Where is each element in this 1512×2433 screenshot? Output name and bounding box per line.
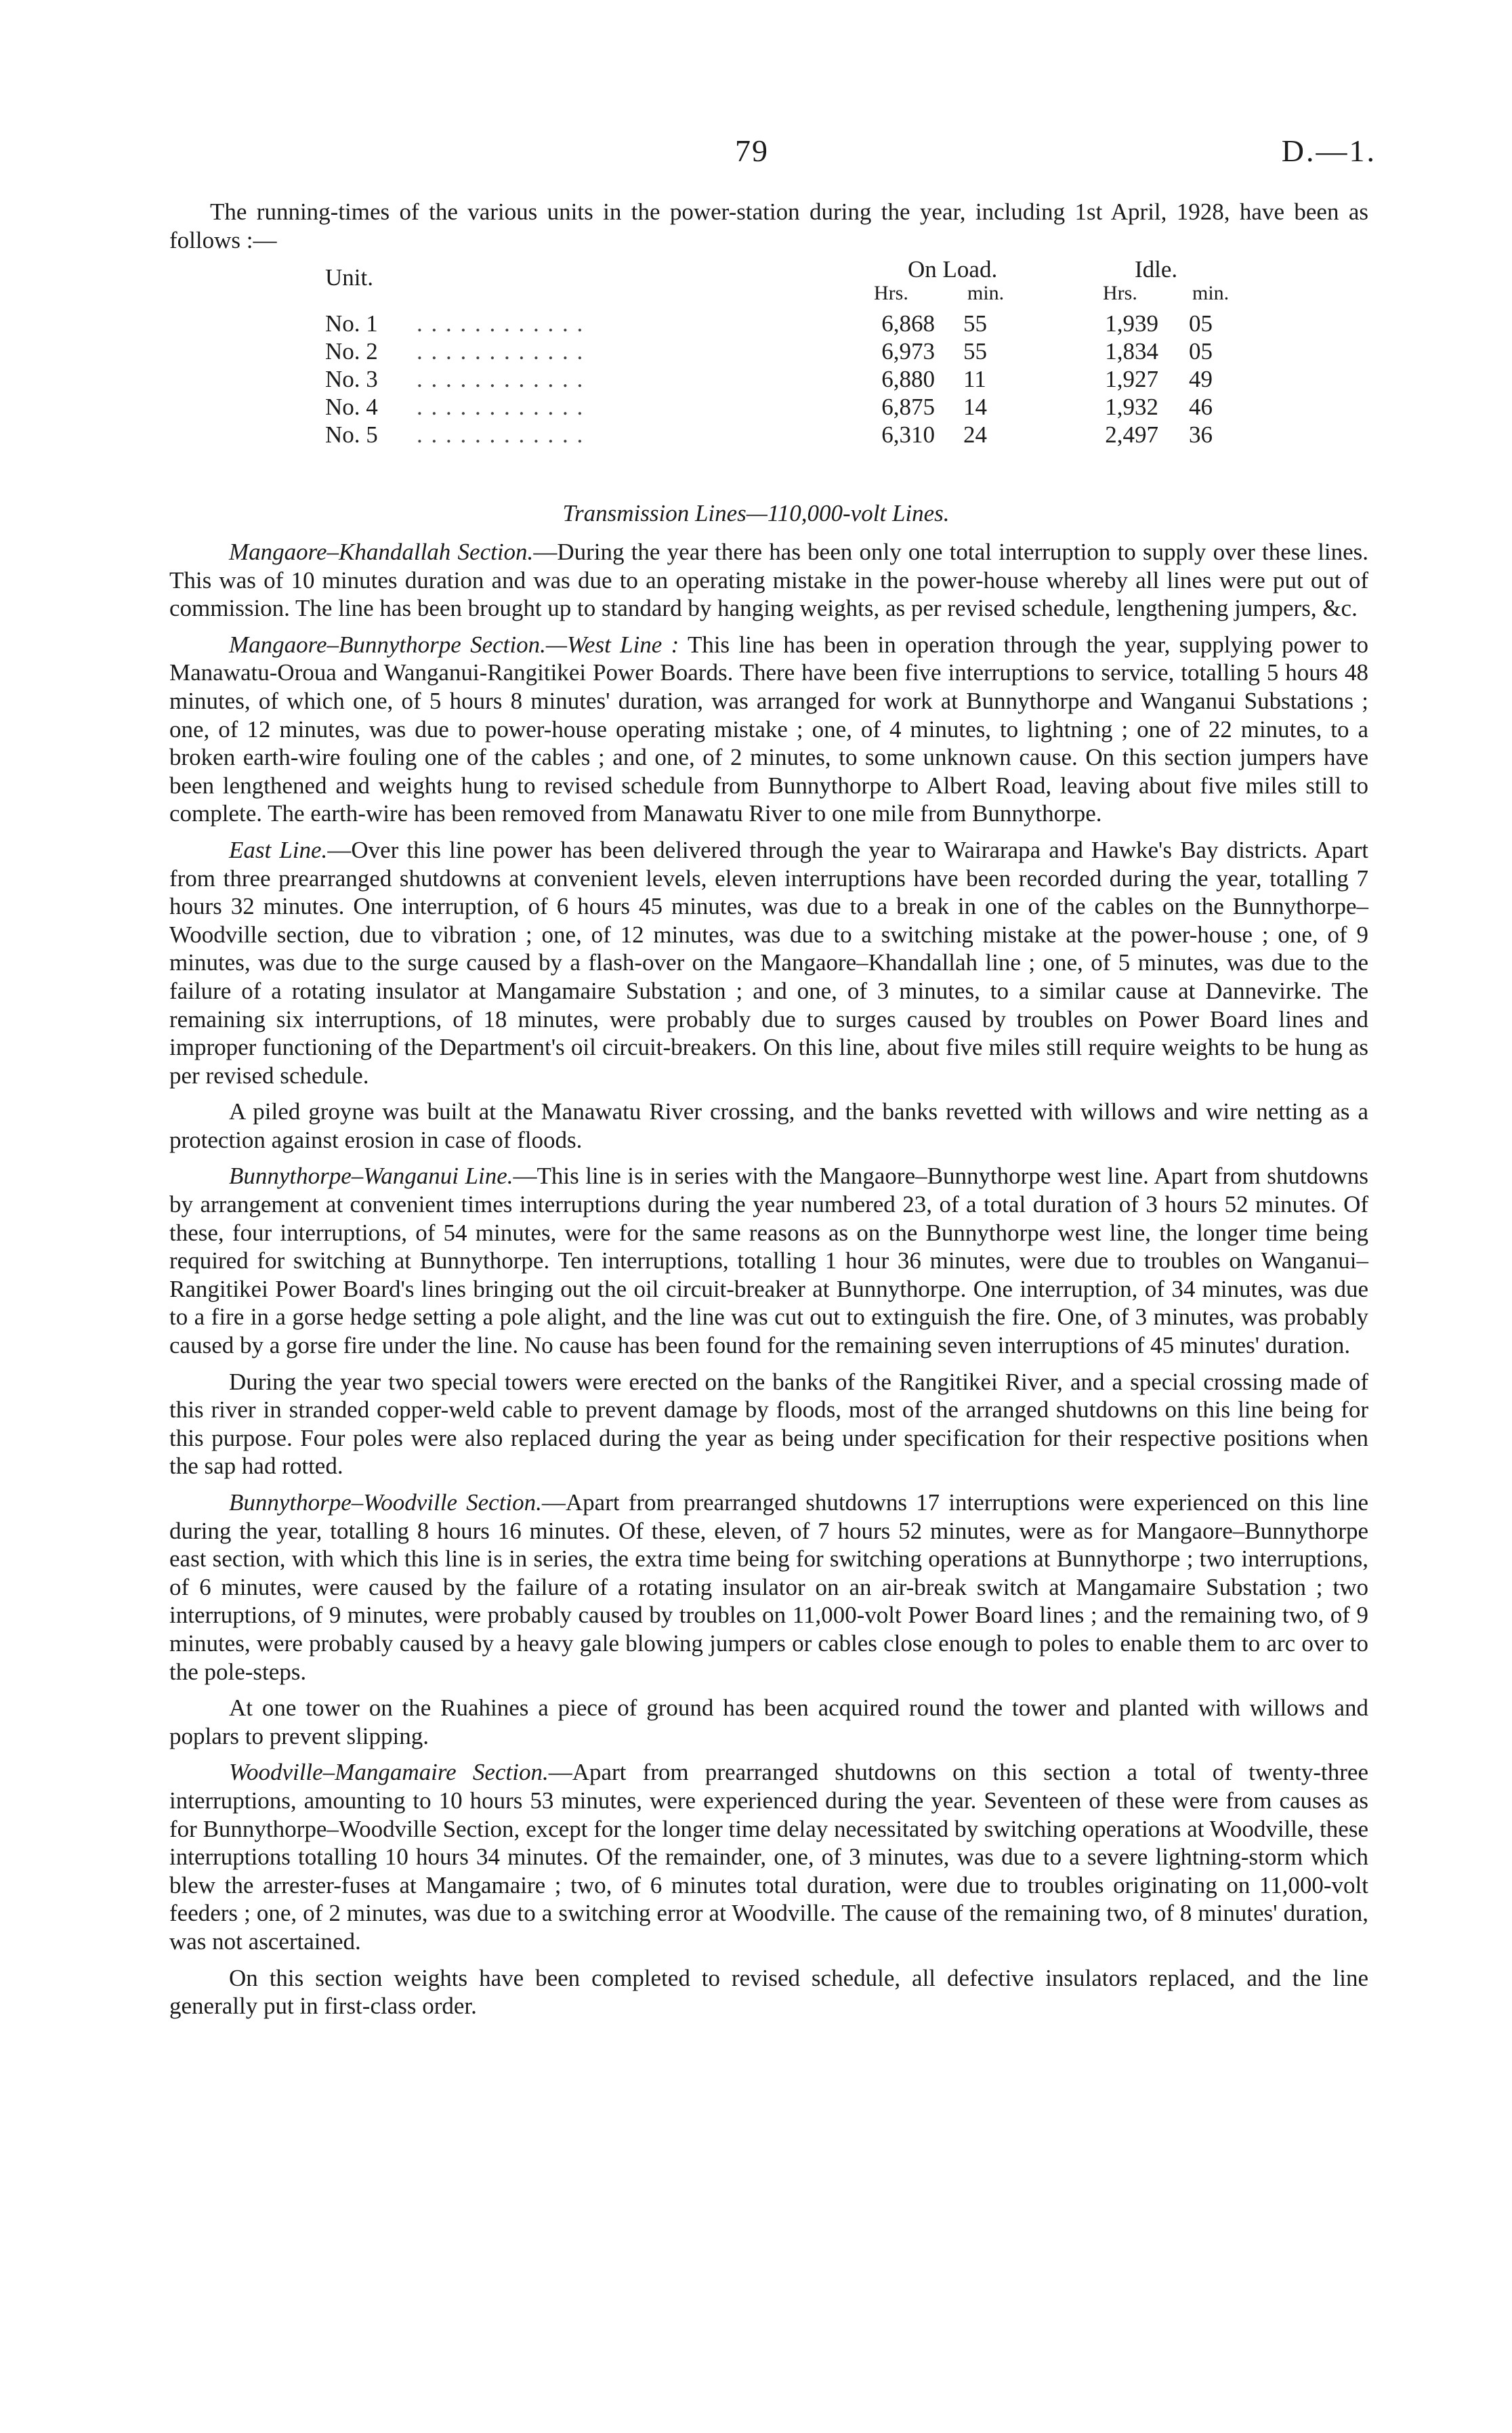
idle-hours-cell: 1,927 xyxy=(1105,366,1158,392)
unit-running-times-table xyxy=(312,256,1246,449)
paragraph-text: On this section weights have been completed to revised schedule, all defective insulators replaced, and the line generally put in first-class order. xyxy=(169,1964,1368,2020)
idle-hours-cell: 1,939 xyxy=(1105,310,1158,337)
paragraph-text: —This line is in series with the Mangaore–Bunnythorpe west line. Apart from shutdowns by arrangement at convenient times interruptions during the year numbered 23, of a total duration of 3 hours 52 minutes. Of these, four interruptions, of 54 minutes, were for the same reasons as on the Bunnythorpe west line, the longer time being required for switching at Bunnythorpe. Ten interruptions, totalling 1 hour 36 minutes, were due to troubles on Wanganui–Rangitikei Power Board's lines bringing out the oil circuit-breaker at Bunnythorpe. One interruption, of 34 minutes, was due to a fire in a gorse hedge setting a pole alight, and the line was cut out to extinguish the fire. One, of 3 minutes, was probably caused by a gorse fire under the line. No cause has been found for the remaining seven interruptions of 45 minutes' duration. xyxy=(169,1163,1368,1359)
paragraph-lead-heading: Woodville–Mangamaire Section. xyxy=(229,1759,549,1786)
unit-cell: No. 4 xyxy=(325,394,378,420)
unit-cell: No. 2 xyxy=(325,338,378,365)
idle-column-header: Idle. xyxy=(1135,256,1178,283)
leader-dots: . . . . . . . . . . . . xyxy=(417,394,585,420)
document-reference: D.—1. xyxy=(1281,133,1377,168)
paragraph-lead-heading: Mangaore–Khandallah Section. xyxy=(229,539,534,565)
table-body xyxy=(312,310,1246,449)
paragraph-text: —Apart from prearranged shutdowns 17 interruptions were experienced on this line during the year, totalling 8 hours 16 minutes. Of these, eleven, of 7 hours 52 minutes, were as for Mangaore–Bunnythorpe east section, with which this line is in series, the extra time being for switching operations at Bunnythorpe ; two interruptions, of 6 minutes, were caused by the failure of a rotating insulator on an air-break switch at Mangamaire Substation ; two interruptions, of 9 minutes, were probably caused by troubles on 11,000-volt Power Board lines ; and the remaining two, of 9 minutes, were probably caused by a heavy gale blowing jumpers or cables close enough to poles to enable them to arc over to the pole-steps. xyxy=(169,1489,1368,1685)
on-load-hrs-label: Hrs. xyxy=(874,282,908,304)
idle-minutes-cell: 46 xyxy=(1189,394,1213,420)
on-load-column-header: On Load. xyxy=(908,256,998,283)
paragraph-text: —During the year there has been only one total interruption to supply over these lines. This was of 10 minutes duration and was due to an operating mistake in the power-house whereby all lines were put out of commission. The line has been brought up to standard by hanging weights, as per revised schedule, lengthening jumpers, &c. xyxy=(169,539,1369,622)
table-header-row xyxy=(312,256,1246,291)
paragraph-text: —Over this line power has been delivered through the year to Wairarapa and Hawke's Bay districts. Apart from three prearranged shutdowns at convenient levels, eleven interruptions have been recorded during the year, totalling 7 hours 32 minutes. One interruption, of 6 hours 45 minutes, was due to a break in one of the cables on the Bunnythorpe–Woodville section, due to vibration ; one, of 12 minutes, was due to a switching mistake at the power-house ; one, of 9 minutes, was due to the surge caused by a flash-over on the Mangaore–Khandallah line ; one, of 5 minutes, was due to the failure of a rotating insulator at Mangamaire Substation ; and one, of 3 minutes, to a similar cause at Dannevirke. The remaining six interruptions, of 18 minutes, were probably due to surges caused by troubles on Power Board lines and improper functioning of the Department's oil circuit-breakers. On this line, about five miles still require weights to be hung as per revised schedule. xyxy=(169,836,1369,1089)
idle-hours-cell: 2,497 xyxy=(1105,421,1158,448)
paragraph-text: —Apart from prearranged shutdowns on this section a total of twenty-three interruptions, amounting to 10 hours 53 minutes, were experienced during the year. Seventeen of these were from causes as for Bunnythorpe–Woodville Section, except for the longer time delay necessitated by switching operations at Woodville, these interruptions totalling 10 hours 34 minutes. Of the remainder, one, of 3 minutes, was due to a severe lightning-storm which blew the arrester-fuses at Mangamaire ; two, of 6 minutes total duration, were due to troubles originating on 11,000-volt feeders ; one, of 2 minutes, was due to a switching error at Woodville. The cause of the remaining two, of 8 minutes' duration, was not ascertained. xyxy=(169,1759,1368,1955)
on-load-min-label: min. xyxy=(967,282,1005,304)
body-paragraph xyxy=(169,631,1368,828)
leader-dots: . . . . . . . . . . . . xyxy=(417,366,585,392)
leader-dots: . . . . . . . . . . . . xyxy=(417,338,585,365)
on-load-hours-cell: 6,875 xyxy=(881,394,935,420)
on-load-minutes-cell: 55 xyxy=(963,310,987,337)
idle-minutes-cell: 05 xyxy=(1189,338,1213,365)
body-paragraph xyxy=(169,538,1368,623)
table-row xyxy=(312,310,1246,338)
body-text xyxy=(169,538,1368,2029)
on-load-minutes-cell: 55 xyxy=(963,338,987,365)
body-paragraph xyxy=(169,1162,1368,1359)
paragraph-lead-heading: East Line. xyxy=(229,836,328,863)
body-paragraph xyxy=(169,1368,1368,1480)
on-load-hours-cell: 6,880 xyxy=(881,366,935,392)
idle-minutes-cell: 49 xyxy=(1189,366,1213,392)
on-load-minutes-cell: 11 xyxy=(963,366,986,392)
intro-paragraph: The running-times of the various units in the power-station during the year, including 1st April, 1928, have been as follows :— xyxy=(169,199,1368,253)
unit-cell: No. 3 xyxy=(325,366,378,392)
paragraph-text: At one tower on the Ruahines a piece of ground has been acquired round the tower and planted with willows and poplars to prevent slipping. xyxy=(169,1694,1368,1749)
idle-hours-cell: 1,932 xyxy=(1105,394,1158,420)
on-load-hours-cell: 6,973 xyxy=(881,338,935,365)
table-row xyxy=(312,338,1246,366)
body-paragraph xyxy=(169,1694,1368,1750)
idle-minutes-cell: 05 xyxy=(1189,310,1213,337)
table-row xyxy=(312,394,1246,421)
paragraph-lead-heading: Bunnythorpe–Woodville Section. xyxy=(229,1489,542,1516)
table-subheader-row xyxy=(312,280,1246,310)
idle-hours-cell: 1,834 xyxy=(1105,338,1158,365)
unit-cell: No. 5 xyxy=(325,421,378,448)
paragraph-lead-heading: Bunnythorpe–Wanganui Line. xyxy=(229,1163,513,1190)
body-paragraph xyxy=(169,1489,1368,1686)
body-paragraph xyxy=(169,836,1368,1089)
page-number: 79 xyxy=(735,133,769,168)
on-load-hours-cell: 6,310 xyxy=(881,421,935,448)
body-paragraph xyxy=(169,1098,1368,1154)
paragraph-text: During the year two special towers were erected on the banks of the Rangitikei River, and a special crossing made of this river in stranded copper-weld cable to prevent damage by floods, most of the arranged shutdowns on this line being for this purpose. Four poles were also replaced during the year as being under specification for their respective positions when the sap had rotted. xyxy=(169,1368,1368,1480)
paragraph-text: This line has been in operation through the year, supplying power to Manawatu-Oroua and Wanganui-Rangitikei Power Boards. There have been five interruptions to service, totalling 5 hours 48 minutes, of which one, of 5 hours 8 minutes' duration, was arranged for work at Bunnythorpe and Wanganui Substations ; one, of 12 minutes, was due to power-house operating mistake ; one, of 4 minutes, to lightning ; one of 22 minutes, to a broken earth-wire fouling one of the cables ; and one, of 2 minutes, to some unknown cause. On this section jumpers have been lengthened and weights hung to revised schedule from Bunnythorpe to Albert Road, leaving about five miles still to complete. The earth-wire has been removed from Manawatu River to one mile from Bunnythorpe. xyxy=(169,631,1368,827)
idle-minutes-cell: 36 xyxy=(1189,421,1213,448)
paragraph-text: A piled groyne was built at the Manawatu River crossing, and the banks revetted with willows and wire netting as a protection against erosion in case of floods. xyxy=(169,1098,1368,1153)
table-row xyxy=(312,421,1246,449)
unit-column-header: Unit. xyxy=(325,264,373,291)
on-load-minutes-cell: 14 xyxy=(963,394,987,420)
table-row xyxy=(312,366,1246,394)
section-title: Transmission Lines—110,000-volt Lines. xyxy=(562,500,950,526)
idle-min-label: min. xyxy=(1192,282,1230,304)
page-header xyxy=(0,133,1512,173)
on-load-minutes-cell: 24 xyxy=(963,421,987,448)
leader-dots: . . . . . . . . . . . . xyxy=(417,310,585,337)
leader-dots: . . . . . . . . . . . . xyxy=(417,421,585,448)
unit-cell: No. 1 xyxy=(325,310,378,337)
idle-hrs-label: Hrs. xyxy=(1103,282,1137,304)
paragraph-lead-heading: Mangaore–Bunnythorpe Section.—West Line : xyxy=(229,631,679,658)
body-paragraph xyxy=(169,1964,1368,2020)
on-load-hours-cell: 6,868 xyxy=(881,310,935,337)
body-paragraph xyxy=(169,1758,1368,1955)
